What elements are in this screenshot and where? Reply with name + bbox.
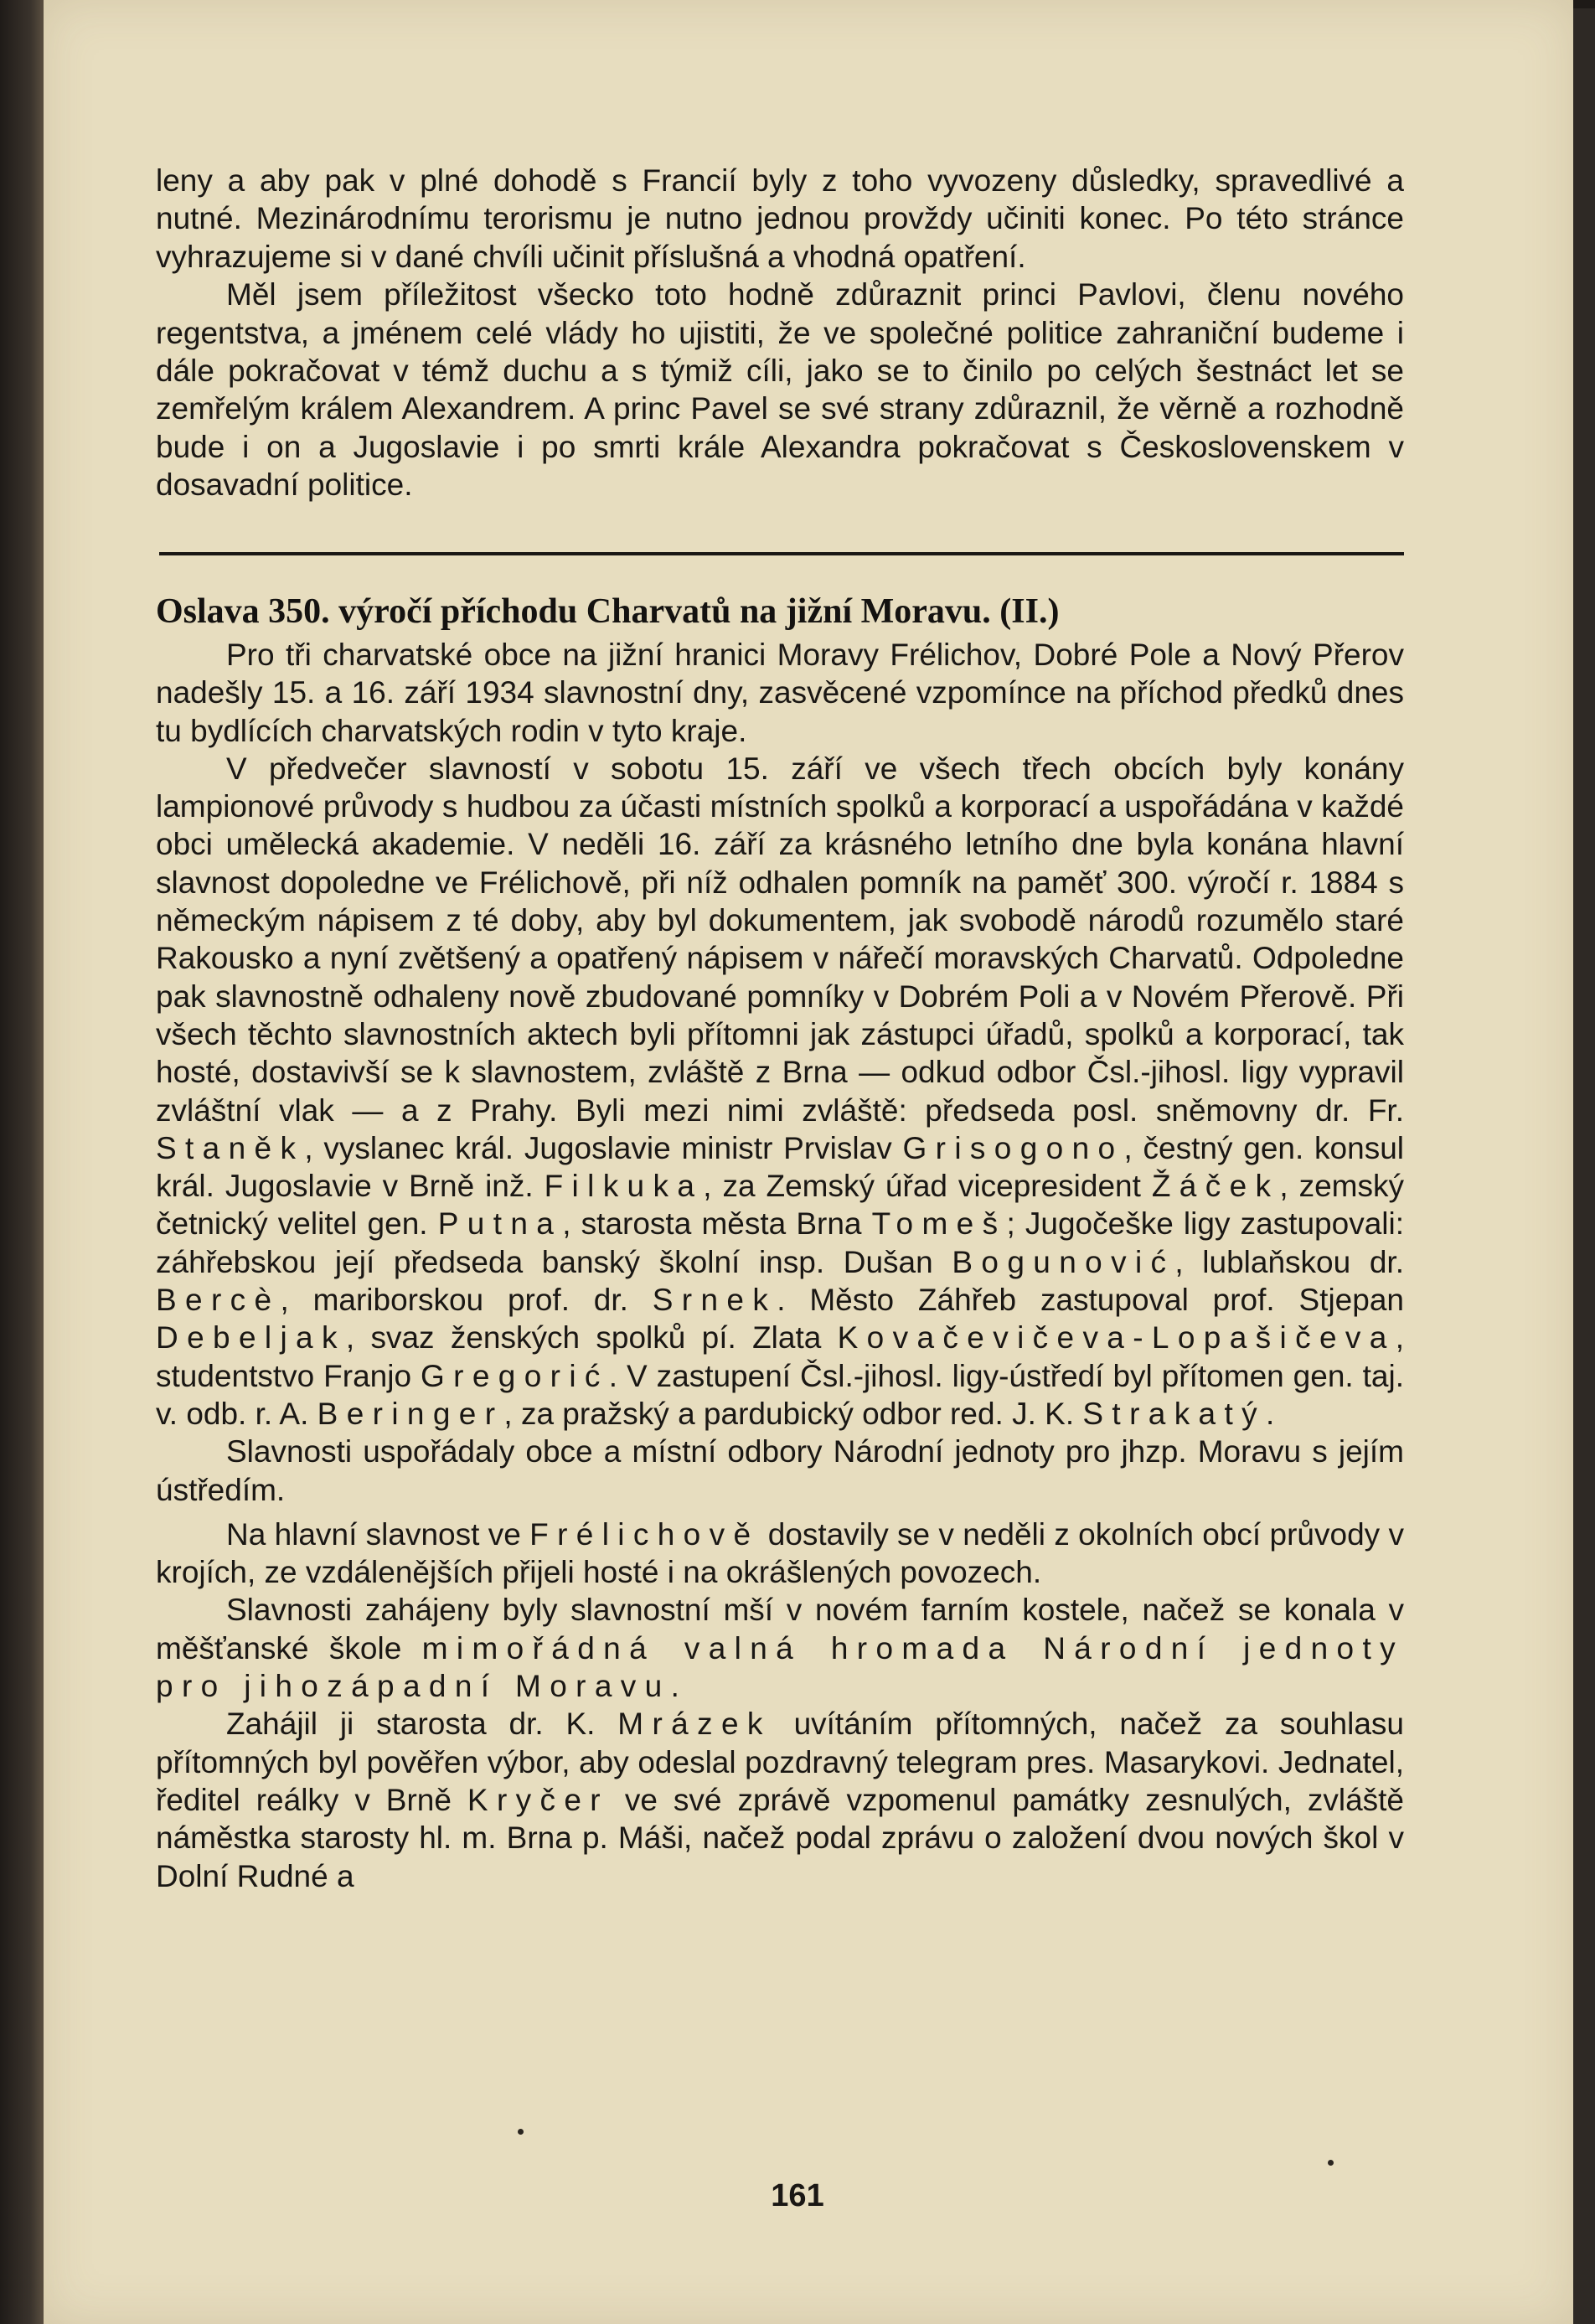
section-divider xyxy=(159,552,1404,555)
article-body xyxy=(156,636,1404,1895)
text-run: , mariborskou prof. dr. xyxy=(280,1283,653,1318)
text-run: . Město Záhřeb zastupoval prof. Stjepan xyxy=(777,1283,1404,1318)
text-run: ve své zprávě vzpomenul památky zesnulých, zvláště náměstka starosty hl. m. Brna p. Máši, načež podal zprávu o založení dvou nových škol v Dolní Rudné a xyxy=(156,1782,1404,1893)
paragraph-opening xyxy=(156,1705,1404,1894)
paragraph-main-celebration xyxy=(156,1516,1404,1592)
spaced-name: Beringer xyxy=(317,1396,504,1431)
spaced-name: Staněk xyxy=(156,1130,305,1165)
spaced-name: Filkuka xyxy=(544,1169,704,1204)
spaced-name: Srnek xyxy=(652,1283,777,1318)
spaced-name: Debeljak xyxy=(156,1320,346,1356)
section-heading: Oslava 350. výročí příchodu Charvatů na jižní Moravu. (II.) xyxy=(156,592,1060,631)
print-speck xyxy=(518,2129,524,2135)
spaced-name: Frélichově xyxy=(529,1516,760,1552)
text-run: dostavily se v neděli z okolních obcí průvody v krojích, ze vzdálenějších přijeli hosté i na okrášlených povozech. xyxy=(156,1516,1404,1590)
spaced-name: Mrázek xyxy=(617,1707,772,1742)
text-run: Slavnosti zahájeny byly slavnostní mší v novém farním kostele, načež se konala v měšťanské škole xyxy=(156,1593,1404,1666)
spaced-name: mimořádná valná hromada Národní jednoty pro jihozápadní Moravu xyxy=(156,1630,1404,1704)
text-run: uvítáním přítomných, načež za souhlasu přítomných byl pověřen výbor, aby odeslal pozdravný telegram pres. Masarykovi. Jednatel, ředitel reálky v Brně xyxy=(156,1707,1404,1817)
spaced-name: Putna xyxy=(437,1206,563,1242)
text-run: , studentstvo Franjo xyxy=(156,1320,1404,1393)
spaced-name: Kryčer xyxy=(467,1782,609,1817)
print-speck xyxy=(1328,2160,1334,2166)
text-run: , starosta města Brna xyxy=(562,1206,872,1242)
text-run: . xyxy=(1266,1396,1275,1431)
text-run: , svaz ženských spolků pí. Zlata xyxy=(345,1320,838,1356)
spaced-name: Grisogono xyxy=(902,1130,1124,1165)
spaced-name: Strakatý xyxy=(1082,1396,1266,1431)
text-run: , za pražský a pardubický odbor red. J. K. xyxy=(503,1396,1083,1431)
paragraph-organizers: Slavnosti uspořádaly obce a místní odbory Národní jednoty pro jhzp. Moravu s jejím ústředím. xyxy=(156,1434,1404,1507)
text-run: . V zastupení Čsl.-jihosl. ligy-ústředí byl přítomen gen. taj. v. odb. r. A. xyxy=(156,1358,1404,1431)
text-run: V předvečer slavností v sobotu 15. září ve všech třech obcích byly konány lampionové průvody s hudbou za účasti místních spolků a korporací a uspořádána v každé obci umělecká akademie. V neděli 16. září za krásného letního dne byla konána hlavní slavnost dopoledne ve Frélichově, při níž odhalen pomník na paměť 300. výročí r. 1884 s německým nápisem z té doby, aby byl dokumentem, jak svobodě národů rozumělo staré Rakousko a nyní zvětšený a opatřený nápisem v nářečí moravských Charvatů. Odpoledne pak slavnostně odhaleny nově zbudované pomníky v Dobrém Poli a v Novém Přerově. Při všech těchto slavnostních aktech byli přítomni jak zástupci úřadů, spolků a korporací, tak hosté, dostavivší se k slavnostem, zvláště z Brna — odkud odbor Čsl.-jihosl. ligy vypravil zvláštní vlak — a z Prahy. Byli mezi nimi zvláště: předseda posl. sněmovny dr. Fr. xyxy=(156,751,1404,1128)
paragraph-prince-paul: Měl jsem příležitost všecko toto hodně zdůraznit princi Pavlovi, členu nového regentstva, a jménem celé vlády ho ujistiti, že ve společné politice zahraniční budeme i dále pokračovat v témž duchu a s týmiž cíli, jako se to činilo po celých šestnáct let se zemřelým králem Alexandrem. A princ Pavel se své strany zdůraznil, že věrně a rozhodně bude i on a Jugoslavie i po smrti krále Alexandra pokračovat s Československem v dosavadní politice. xyxy=(156,277,1404,503)
text-run: , čestný gen. konsul král. Jugoslavie v Brně inž. xyxy=(156,1130,1404,1204)
spaced-name: Bercè xyxy=(156,1283,281,1318)
text-run: , zemský četnický velitel gen. xyxy=(156,1169,1404,1242)
book-spine-edge xyxy=(0,0,44,2324)
spaced-name: Kovačevičeva-Lopašičeva xyxy=(837,1320,1396,1356)
text-run: Na hlavní slavnost ve xyxy=(226,1516,530,1552)
text-run: , lublaňskou dr. xyxy=(1174,1244,1404,1279)
page-number: 161 xyxy=(771,2178,824,2213)
spaced-name: Bogunović xyxy=(952,1244,1175,1279)
paragraph-assembly xyxy=(156,1591,1404,1705)
spaced-name: Tomeš xyxy=(871,1206,1007,1242)
text-run: , vyslanec král. Jugoslavie ministr Prvislav xyxy=(304,1130,903,1165)
spaced-name: Žáček xyxy=(1151,1169,1280,1204)
top-text-block xyxy=(156,162,1404,504)
text-run: Zahájil ji starosta dr. K. xyxy=(226,1707,618,1742)
paragraph-celebration-details xyxy=(156,750,1404,1433)
spaced-name: Gregorić xyxy=(421,1358,609,1393)
paragraph-intro: Pro tři charvatské obce na jižní hranici Moravy Frélichov, Dobré Pole a Nový Přerov nadešly 15. a 16. září 1934 slavnostní dny, zasvěcené vzpomínce na příchod předků dnes tu bydlících charvatských rodin v tyto kraje. xyxy=(156,638,1404,748)
text-run: ; Jugočeške ligy zastupovali: záhřebskou její předseda banský školní insp. Dušan xyxy=(156,1206,1404,1279)
text-run: . xyxy=(670,1669,679,1704)
paragraph-continued: leny a aby pak v plné dohodě s Francií byly z toho vyvozeny důsledky, spravedlivé a nutné. Mezinárodnímu terorismu je nutno jednou provždy učiniti konec. Po této stránce vyhrazujeme si v dané chvíli učinit příslušná a vhodná opatření. xyxy=(156,163,1404,274)
text-run: , za Zemský úřad vicepresident xyxy=(703,1169,1152,1204)
